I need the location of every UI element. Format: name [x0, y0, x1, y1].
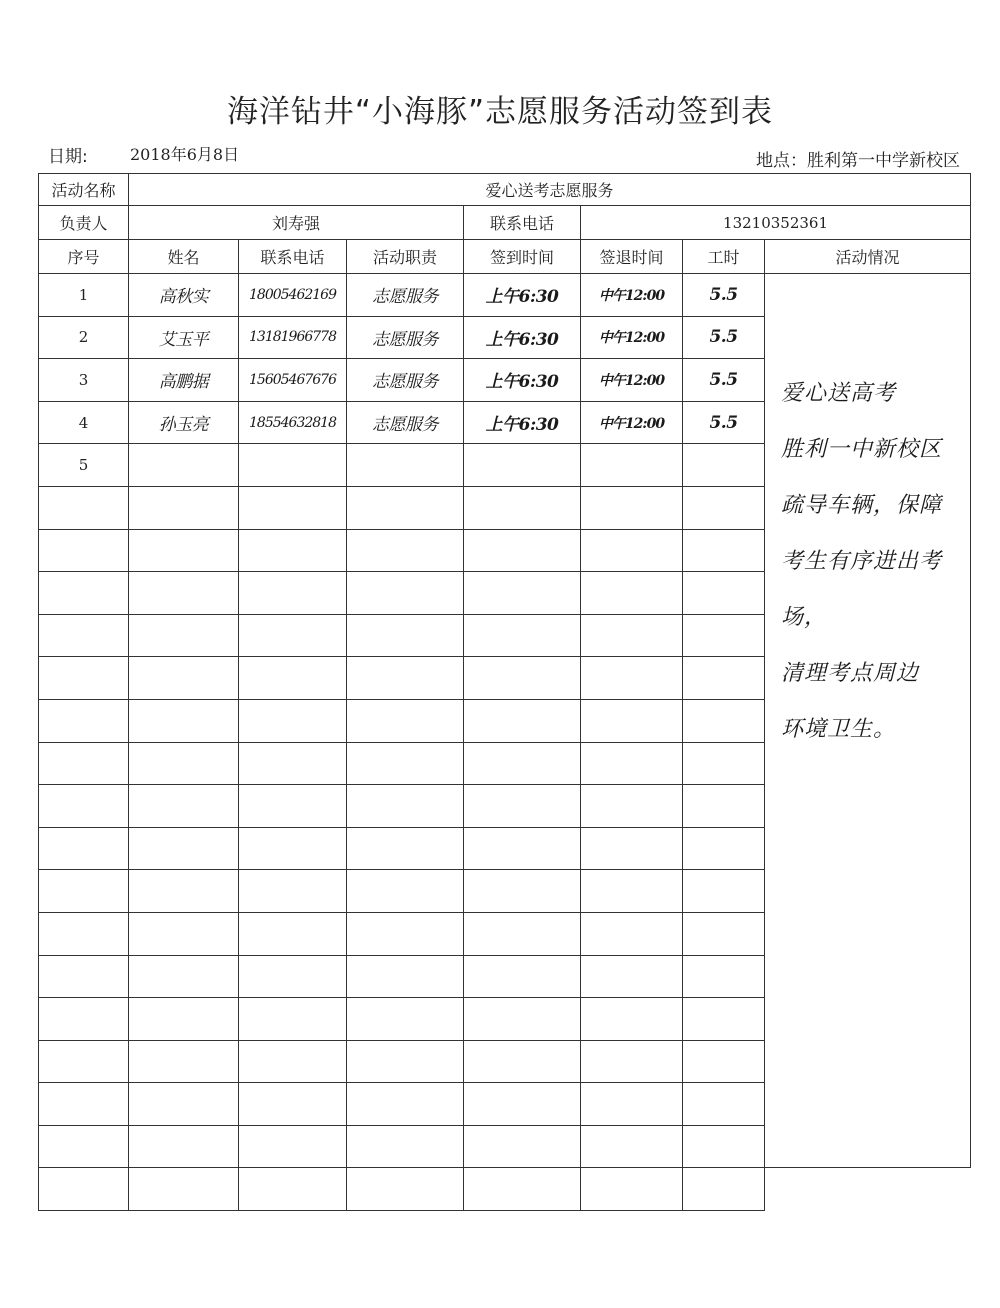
- volunteer-name: [129, 444, 239, 487]
- table-cell: [347, 614, 464, 657]
- table-cell: [683, 657, 765, 700]
- sign-in-table: [38, 173, 971, 1211]
- table-cell: [239, 998, 347, 1041]
- work-hours: 5.5: [683, 274, 765, 317]
- table-cell: [239, 955, 347, 998]
- table-row: [39, 1168, 971, 1211]
- table-cell: [464, 998, 581, 1041]
- check-out-time: 中午12:00: [581, 359, 683, 402]
- table-cell: [239, 827, 347, 870]
- leader-phone: 13210352361: [581, 206, 971, 240]
- table-cell: [347, 529, 464, 572]
- table-cell: [129, 614, 239, 657]
- table-cell: [581, 742, 683, 785]
- table-cell: [581, 1083, 683, 1126]
- table-cell: [239, 572, 347, 615]
- table-cell: [129, 699, 239, 742]
- table-cell: [239, 699, 347, 742]
- table-cell: [683, 1040, 765, 1083]
- table-cell: [347, 785, 464, 828]
- table-cell: [683, 827, 765, 870]
- table-cell: [239, 912, 347, 955]
- table-cell: [581, 1125, 683, 1168]
- table-cell: [581, 955, 683, 998]
- table-cell: [683, 572, 765, 615]
- table-cell: [581, 912, 683, 955]
- table-cell: [239, 1040, 347, 1083]
- check-out-time: [581, 444, 683, 487]
- table-cell: [464, 827, 581, 870]
- column-header: 姓名: [129, 240, 239, 274]
- column-header: 活动情况: [765, 240, 971, 274]
- check-out-time: 中午12:00: [581, 316, 683, 359]
- table-cell: [464, 657, 581, 700]
- leader-name: 刘寿强: [129, 206, 464, 240]
- date-value: 2018年6月8日: [130, 145, 240, 164]
- leader-phone-label: 联系电话: [464, 206, 581, 240]
- column-header-row: [39, 240, 971, 274]
- table-cell: [129, 657, 239, 700]
- table-cell: [129, 486, 239, 529]
- activity-row: [39, 174, 971, 206]
- column-header: 工时: [683, 240, 765, 274]
- table-cell: [464, 1168, 581, 1211]
- table-cell: [347, 998, 464, 1041]
- table-cell: [683, 1125, 765, 1168]
- table-cell: [683, 785, 765, 828]
- table-cell: [347, 870, 464, 913]
- table-cell: [39, 955, 129, 998]
- table-cell: [39, 486, 129, 529]
- table-cell: [239, 1168, 347, 1211]
- notes-line: 爱心送高考: [781, 381, 897, 406]
- table-cell: [347, 699, 464, 742]
- activity-notes: [765, 274, 971, 1168]
- work-hours: 5.5: [683, 316, 765, 359]
- table-cell: [129, 870, 239, 913]
- table-cell: [683, 870, 765, 913]
- column-header: 签退时间: [581, 240, 683, 274]
- table-cell: [581, 998, 683, 1041]
- activity-value: 爱心送考志愿服务: [129, 174, 971, 206]
- table-cell: [581, 486, 683, 529]
- table-cell: [347, 827, 464, 870]
- volunteer-phone: [239, 444, 347, 487]
- volunteer-phone: 15605467676: [239, 359, 347, 402]
- table-cell: [347, 1040, 464, 1083]
- location-text: 地点：胜利第一中学新校区: [756, 151, 960, 171]
- table-cell: [683, 998, 765, 1041]
- table-cell: [683, 912, 765, 955]
- table-cell: [581, 827, 683, 870]
- table-cell: [581, 699, 683, 742]
- page-title: 海洋钻井“小海豚”志愿服务活动签到表: [226, 94, 774, 130]
- table-cell: [39, 912, 129, 955]
- check-in-time: 上午6:30: [464, 401, 581, 444]
- table-cell: [239, 657, 347, 700]
- table-cell: [39, 657, 129, 700]
- table-cell: [347, 912, 464, 955]
- check-out-time: 中午12:00: [581, 401, 683, 444]
- table-cell: [129, 1040, 239, 1083]
- table-cell: [239, 486, 347, 529]
- notes-line: 胜利一中新校区: [781, 437, 943, 462]
- table-cell: [129, 785, 239, 828]
- table-cell: [129, 955, 239, 998]
- volunteer-role: 志愿服务: [347, 359, 464, 402]
- table-cell: [683, 699, 765, 742]
- table-cell: [129, 572, 239, 615]
- notes-line: 清理考点周边: [781, 661, 920, 686]
- table-cell: [39, 785, 129, 828]
- table-cell: [129, 1083, 239, 1126]
- row-number: 5: [39, 444, 129, 487]
- check-in-time: 上午6:30: [464, 359, 581, 402]
- notes-line: 疏导车辆，保障: [781, 493, 943, 518]
- column-header: 联系电话: [239, 240, 347, 274]
- row-number: 3: [39, 359, 129, 402]
- table-cell: [39, 699, 129, 742]
- table-cell: [129, 998, 239, 1041]
- table-cell: [347, 1168, 464, 1211]
- volunteer-name: 艾玉平: [129, 316, 239, 359]
- table-cell: [39, 827, 129, 870]
- column-header: 签到时间: [464, 240, 581, 274]
- table-cell: [239, 1083, 347, 1126]
- check-in-time: [464, 444, 581, 487]
- table-cell: [683, 1083, 765, 1126]
- volunteer-role: [347, 444, 464, 487]
- check-in-time: 上午6:30: [464, 274, 581, 317]
- volunteer-name: 高鹏据: [129, 359, 239, 402]
- table-cell: [683, 529, 765, 572]
- table-cell: [464, 572, 581, 615]
- table-cell: [239, 870, 347, 913]
- table-cell: [39, 614, 129, 657]
- table-cell: [347, 742, 464, 785]
- table-cell: [129, 742, 239, 785]
- row-number: 1: [39, 274, 129, 317]
- table-cell: [683, 486, 765, 529]
- table-cell: [683, 955, 765, 998]
- volunteer-name: 高秋实: [129, 274, 239, 317]
- work-hours: 5.5: [683, 401, 765, 444]
- table-cell: [39, 1083, 129, 1126]
- table-cell: [239, 785, 347, 828]
- table-cell: [39, 1040, 129, 1083]
- table-cell: [347, 1083, 464, 1126]
- volunteer-role: 志愿服务: [347, 316, 464, 359]
- leader-row: [39, 206, 971, 240]
- table-cell: [581, 1168, 683, 1211]
- table-cell: [239, 614, 347, 657]
- leader-label: 负责人: [39, 206, 129, 240]
- table-cell: [464, 1125, 581, 1168]
- table-cell: [347, 572, 464, 615]
- table-cell: [39, 870, 129, 913]
- table-cell: [239, 1125, 347, 1168]
- column-header: 序号: [39, 240, 129, 274]
- table-cell: [464, 699, 581, 742]
- table-cell: [464, 529, 581, 572]
- table-cell: [464, 785, 581, 828]
- check-out-time: 中午12:00: [581, 274, 683, 317]
- table-cell: [39, 529, 129, 572]
- date-label: 日期:: [48, 147, 88, 167]
- table-cell: [239, 742, 347, 785]
- table-cell: [581, 614, 683, 657]
- table-cell: [464, 955, 581, 998]
- table-cell: [581, 870, 683, 913]
- check-in-time: 上午6:30: [464, 316, 581, 359]
- table-cell: [39, 742, 129, 785]
- table-cell: [464, 486, 581, 529]
- table-cell: [464, 614, 581, 657]
- table-cell: [581, 657, 683, 700]
- table-cell: [347, 955, 464, 998]
- row-number: 4: [39, 401, 129, 444]
- table-cell: [129, 827, 239, 870]
- volunteer-phone: 18554632818: [239, 401, 347, 444]
- volunteer-phone: 18005462169: [239, 274, 347, 317]
- table-cell: [683, 614, 765, 657]
- work-hours: 5.5: [683, 359, 765, 402]
- notes-line: 考生有序进出考场，: [781, 549, 943, 630]
- table-cell: [347, 1125, 464, 1168]
- table-cell: [464, 870, 581, 913]
- work-hours: [683, 444, 765, 487]
- table-cell: [39, 1168, 129, 1211]
- activity-label: 活动名称: [39, 174, 129, 206]
- table-cell: [129, 912, 239, 955]
- notes-line: 环境卫生。: [781, 717, 897, 742]
- volunteer-phone: 13181966778: [239, 316, 347, 359]
- table-cell: [464, 1083, 581, 1126]
- table-cell: [39, 998, 129, 1041]
- table-cell: [581, 572, 683, 615]
- table-cell: [464, 1040, 581, 1083]
- table-cell: [129, 1125, 239, 1168]
- table-cell: [464, 742, 581, 785]
- volunteer-name: 孙玉亮: [129, 401, 239, 444]
- table-cell: [683, 1168, 765, 1211]
- table-cell: [39, 1125, 129, 1168]
- table-cell: [581, 1040, 683, 1083]
- table-row: [39, 274, 971, 317]
- table-cell: [347, 657, 464, 700]
- table-cell: [239, 529, 347, 572]
- table-cell: [683, 742, 765, 785]
- table-cell: [464, 912, 581, 955]
- header-info-row: [40, 140, 960, 170]
- table-cell: [347, 486, 464, 529]
- volunteer-role: 志愿服务: [347, 401, 464, 444]
- table-cell: [581, 529, 683, 572]
- table-cell: [39, 572, 129, 615]
- table-cell: [581, 785, 683, 828]
- table-cell: [129, 1168, 239, 1211]
- volunteer-role: 志愿服务: [347, 274, 464, 317]
- column-header: 活动职责: [347, 240, 464, 274]
- row-number: 2: [39, 316, 129, 359]
- table-cell: [129, 529, 239, 572]
